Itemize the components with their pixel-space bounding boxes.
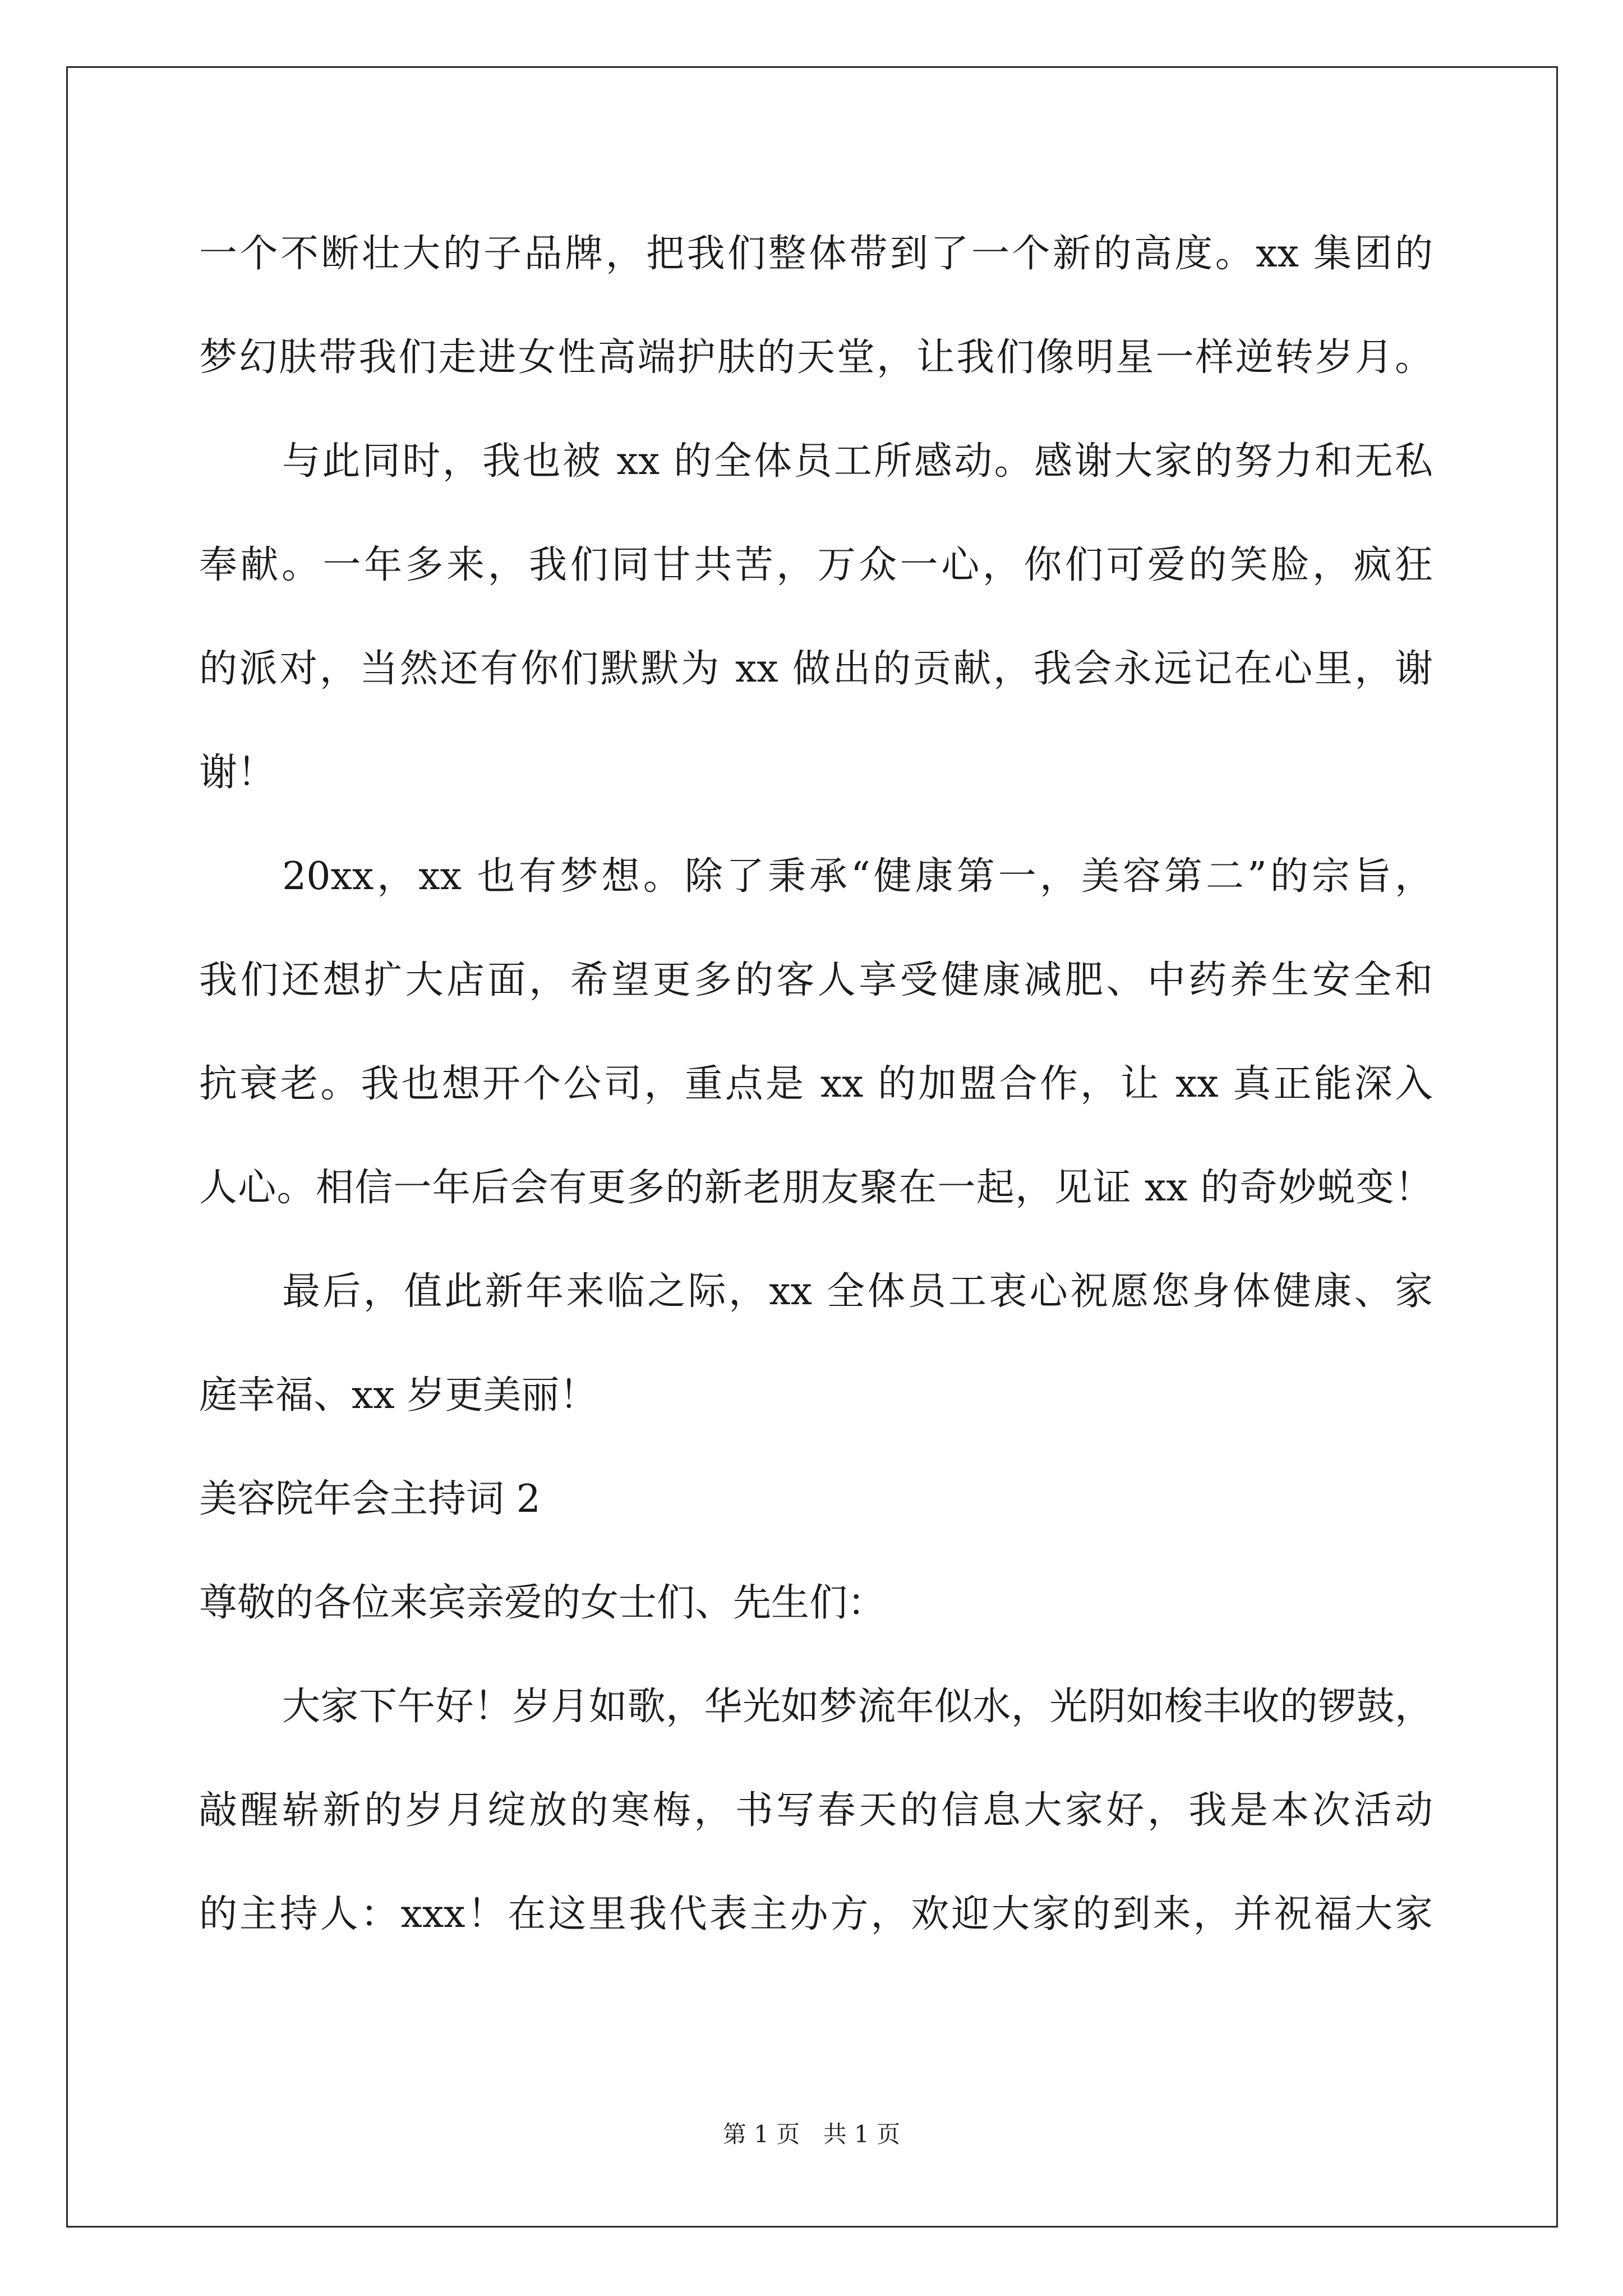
document-body [199,202,1433,1966]
page-footer [0,2118,1623,2151]
text-line: 的主持人：xxx！在这里我代表主办方，欢迎大家的到来，并祝福大家 [199,1892,1433,1936]
text-line: 与此同时，我也被 xx 的全体员工所感动。感谢大家的努力和无私 [282,439,1433,484]
text-line: 抗衰老。我也想开个公司，重点是 xx 的加盟合作，让 xx 真正能深入 [199,1062,1433,1106]
text-line: 敲醒崭新的岁月绽放的寒梅，书写春天的信息大家好，我是本次活动 [199,1788,1433,1833]
text-line: 庭幸福、xx 岁更美丽！ [199,1373,598,1418]
text-line: 的派对，当然还有你们默默为 xx 做出的贡献，我会永远记在心里，谢 [199,647,1433,691]
text-line: 谢！ [199,751,276,795]
text-line: 我们还想扩大店面，希望更多的客人享受健康减肥、中药养生安全和 [199,958,1433,1002]
page-total: 共 1 页 [823,2120,901,2148]
text-line: 最后，值此新年来临之际，xx 全体员工衷心祝愿您身体健康、家 [282,1269,1433,1314]
text-line: 一个不断壮大的子品牌，把我们整体带到了一个新的高度。xx 集团的 [199,232,1433,276]
text-line: 20xx，xx 也有梦想。除了秉承“健康第一，美容第二”的宗旨， [282,854,1433,899]
text-line: 大家下午好！岁月如歌，华光如梦流年似水，光阴如梭丰收的锣鼓， [282,1685,1433,1729]
text-line: 梦幻肤带我们走进女性高端护肤的天堂，让我们像明星一样逆转岁月。 [199,335,1433,380]
salutation: 尊敬的各位来宾亲爱的女士们、先生们： [199,1581,886,1625]
section-heading: 美容院年会主持词 2 [199,1477,541,1521]
text-line: 人心。相信一年后会有更多的新老朋友聚在一起，见证 xx 的奇妙蜕变！ [199,1166,1433,1210]
text-line: 奉献。一年多来，我们同甘共苦，万众一心，你们可爱的笑脸，疯狂 [199,543,1433,587]
page-number: 第 1 页 [722,2120,800,2148]
